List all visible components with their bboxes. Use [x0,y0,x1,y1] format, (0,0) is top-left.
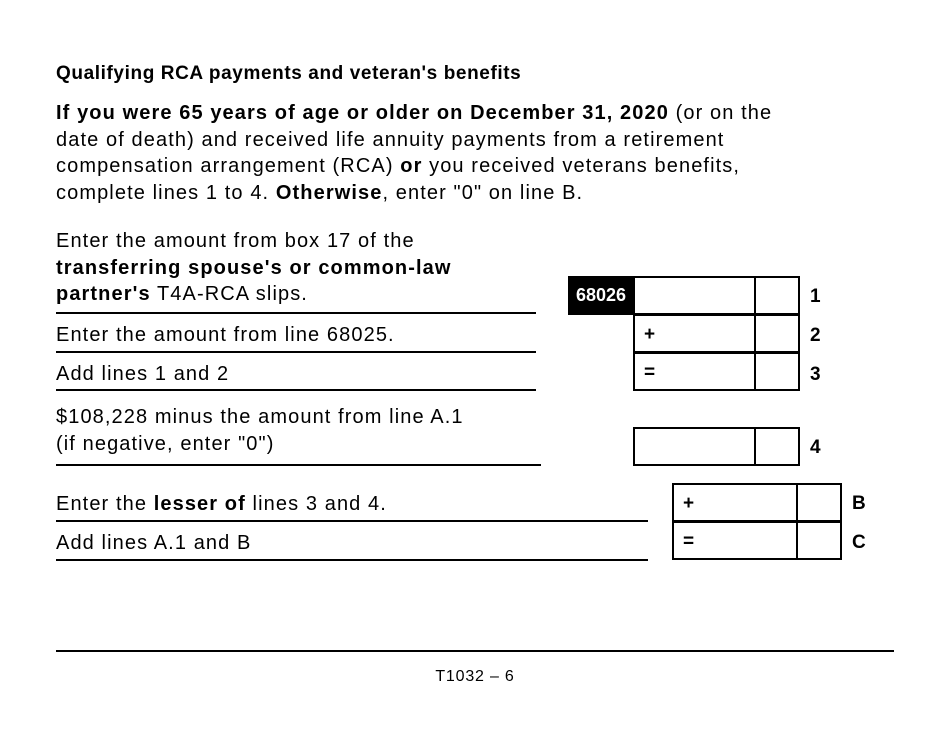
section-title: Qualifying RCA payments and veteran's benefits [56,63,522,84]
line-2-label: Enter the amount from line 68025. [56,324,395,346]
line-3-cents-field[interactable] [756,354,798,389]
intro-paragraph [56,100,906,206]
line-3-number: 3 [810,364,821,385]
line-1-text: T4A-RCA slips. [150,283,308,305]
line-2-number: 2 [810,325,821,346]
line-2-cents-field[interactable] [756,316,798,351]
intro-text: you received veterans benefits, [422,155,741,177]
line-c-number: C [852,532,866,553]
line-4-label [56,404,464,457]
line-b-cents-field[interactable] [798,485,840,520]
line-1-text-bold: partner's [56,283,151,305]
line-3-rule [56,389,536,391]
line-c-amount-box[interactable] [672,521,842,560]
intro-bold-or: or [400,155,423,177]
line-4-text: $108,228 minus the amount from line A.1 [56,406,464,428]
line-2-rule [56,351,536,353]
line-c-dollars-field[interactable]: = [674,523,798,558]
line-1-cents-field[interactable] [756,278,798,313]
line-3-dollars-field[interactable]: = [635,354,756,389]
footer-rule [56,650,894,652]
line-c-rule [56,559,648,561]
line-c-label: Add lines A.1 and B [56,532,252,554]
line-2-dollars-field[interactable]: + [635,316,756,351]
line-4-number: 4 [810,437,821,458]
line-1-text: Enter the amount from box 17 of the [56,230,415,252]
line-b-number: B [852,493,866,514]
line-c-cents-field[interactable] [798,523,840,558]
line-b-text: lines 3 and 4. [245,493,387,515]
line-4-dollars-field[interactable] [635,429,756,464]
line-4-amount-box[interactable] [633,427,800,466]
intro-text: complete lines 1 to 4. [56,181,276,204]
line-b-amount-box[interactable] [672,483,842,522]
intro-text: compensation arrangement (RCA) [56,155,401,177]
line-2-amount-box[interactable] [633,314,800,353]
line-1-amount-box[interactable] [633,276,800,315]
line-1-text-bold: transferring spouse's or common-law [56,256,452,279]
line-1-dollars-field[interactable] [635,278,756,313]
line-1-label [56,228,452,308]
line-3-amount-box[interactable] [633,352,800,391]
line-4-cents-field[interactable] [756,429,798,464]
line-4-rule [56,464,541,466]
intro-bold-otherwise: Otherwise [275,181,383,204]
line-3-label: Add lines 1 and 2 [56,363,230,385]
intro-text: (or on the [668,102,773,124]
line-4-text: (if negative, enter "0") [56,432,275,455]
line-b-rule [56,520,648,522]
line-1-rule [56,312,536,314]
page-number: T1032 – 6 [435,668,515,685]
intro-bold-condition: If you were 65 years of age or older on December 31, 2020 [56,102,669,124]
line-b-text: Enter the [56,493,154,515]
line-b-label [56,491,387,518]
line-1-code: 68026 [568,276,634,315]
line-b-dollars-field[interactable]: + [674,485,798,520]
line-b-text-bold: lesser of [153,493,246,515]
intro-text: date of death) and received life annuity payments from a retirement [56,128,725,151]
intro-text: , enter "0" on line B. [382,181,584,204]
line-1-number: 1 [810,286,821,307]
